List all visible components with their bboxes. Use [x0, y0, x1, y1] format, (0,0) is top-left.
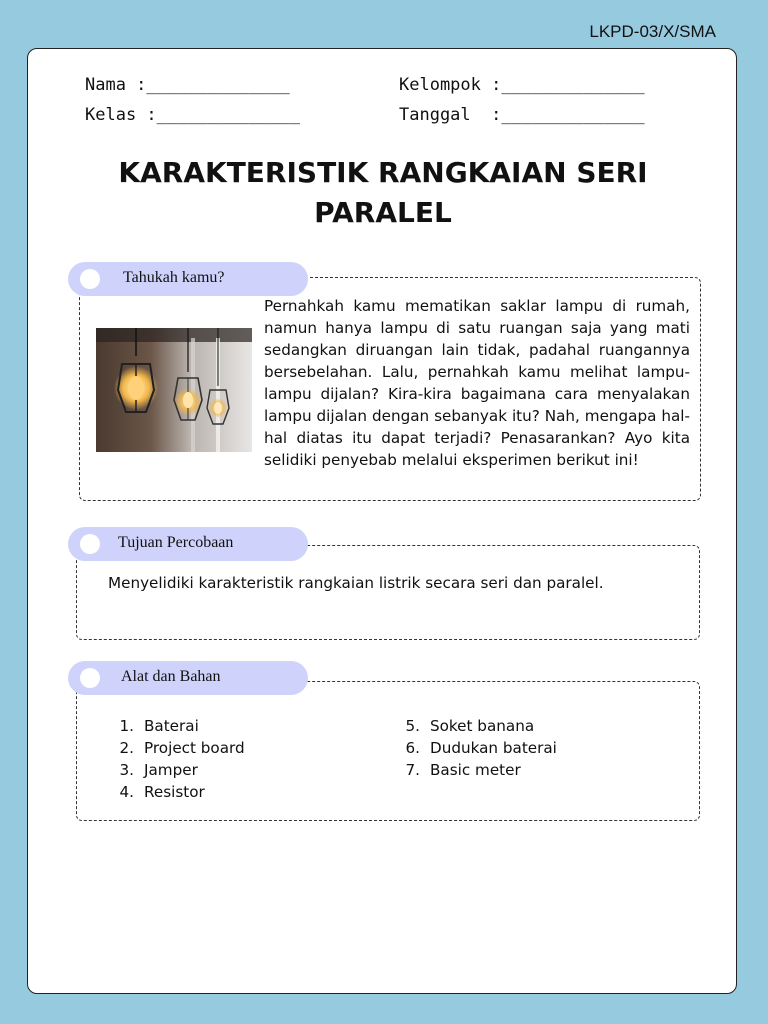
list-item: 5. Soket banana: [405, 717, 535, 735]
goal-heading-pill: [68, 527, 308, 561]
kelas-field[interactable]: [85, 105, 300, 125]
tools-heading: Alat dan Bahan: [121, 668, 221, 685]
list-item: 7. Basic meter: [405, 761, 521, 779]
hanging-lamps-photo: [96, 328, 252, 452]
document-code: LKPD-03/X/SMA: [589, 22, 716, 41]
bullet-dot-icon: [80, 668, 100, 688]
bullet-dot-icon: [80, 534, 100, 554]
list-item: 2. Project board: [119, 739, 245, 757]
title-line-2: PARALEL: [314, 196, 452, 229]
list-item: 1. Baterai: [119, 717, 199, 735]
page-title: [28, 153, 738, 233]
tools-list-right: [394, 715, 557, 781]
kelas-blank: ______________: [156, 105, 300, 125]
kelompok-field[interactable]: [399, 75, 645, 95]
tanggal-field[interactable]: [399, 105, 645, 125]
goal-text: Menyelidiki karakteristik rangkaian listrik secara seri dan paralel.: [108, 574, 604, 592]
title-line-1: KARAKTERISTIK RANGKAIAN SERI: [118, 156, 648, 189]
intro-heading: Tahukah kamu?: [123, 269, 225, 286]
worksheet: [27, 48, 737, 994]
list-item: 3. Jamper: [119, 761, 198, 779]
list-item: 6. Dudukan baterai: [405, 739, 557, 757]
goal-heading: Tujuan Percobaan: [118, 534, 234, 551]
kelas-label: Kelas :: [85, 105, 157, 125]
kelompok-blank: ______________: [501, 75, 645, 95]
intro-text: Pernahkah kamu mematikan saklar lampu di rumah, namun hanya lampu di satu ruangan saja yang mati sedangkan diruangan lain tidak, padahal ruangannya bersebelahan. Lalu, pernahkah kamu melihat lampu-lampu dijalan? Kira-kira bagaimana cara menyalakan lampu dijalan dengan sebanyak itu? Nah, mengapa hal-hal diatas itu dapat terjadi? Penasarankan? Ayo kita selidiki penyebab melalui eksperimen berikut ini!: [264, 297, 690, 469]
bullet-dot-icon: [80, 269, 100, 289]
list-item: 4. Resistor: [119, 783, 205, 801]
intro-heading-pill: [68, 262, 308, 296]
nama-label: Nama :: [85, 75, 147, 95]
tools-heading-pill: [68, 661, 308, 695]
tanggal-blank: ______________: [501, 105, 645, 125]
nama-blank: ______________: [146, 75, 290, 95]
nama-field[interactable]: [85, 75, 290, 95]
kelompok-label: Kelompok :: [399, 75, 502, 95]
tools-list-left: [108, 715, 245, 803]
tanggal-label: Tanggal :: [399, 105, 502, 125]
